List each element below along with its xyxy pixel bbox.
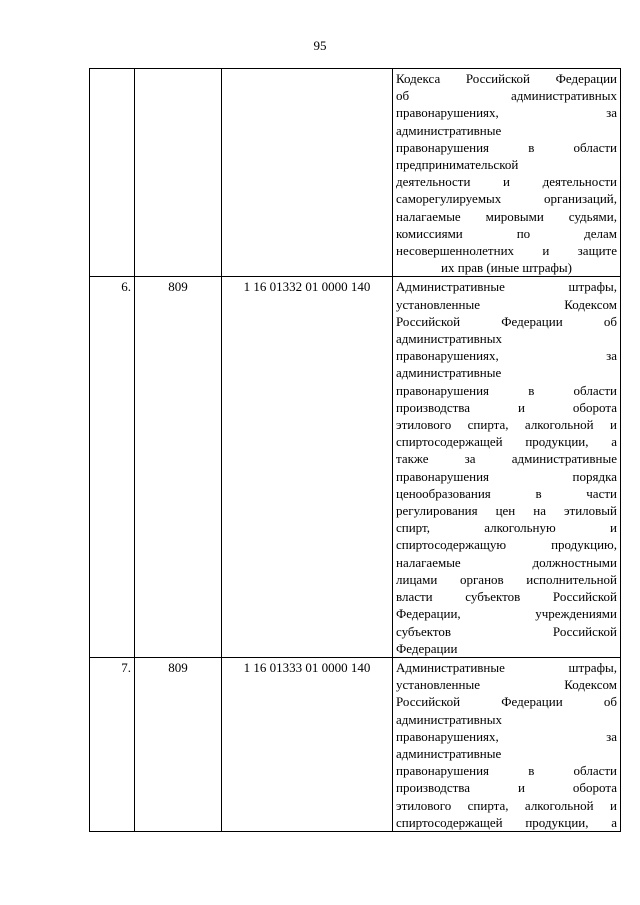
description-line: правонарушениях, за	[396, 348, 617, 364]
description-line: административные	[396, 745, 502, 761]
description-line: субъектов Российской	[396, 623, 617, 639]
description-line: правонарушениях, за	[396, 728, 617, 744]
description-line: Кодекса Российской Федерации	[396, 71, 617, 86]
description-line: Федерации, учреждениями	[396, 606, 617, 622]
budget-classification-code-cell: 1 16 01333 01 0000 140	[222, 657, 393, 831]
row-number-cell: 6.	[90, 277, 135, 657]
description-line: их прав (иные штрафы)	[441, 260, 572, 276]
admin-code-cell: 809	[135, 277, 222, 657]
description-line: производства и оборота	[396, 780, 617, 796]
description-line: этилового спирта, алкогольной и	[396, 417, 617, 433]
description-line: установленные Кодексом	[396, 677, 617, 693]
description-line: административные	[396, 122, 502, 138]
description-cell	[393, 277, 621, 657]
description-line: налагаемые должностными	[396, 554, 617, 570]
description-line: спирт, алкогольную и	[396, 520, 617, 536]
description-line: Административные штрафы,	[396, 279, 617, 295]
description-line: власти субъектов Российской	[396, 589, 617, 605]
description-line: предпринимательской	[396, 157, 519, 173]
description-line: правонарушениях, за	[396, 105, 617, 121]
description-line: Федерации	[396, 640, 458, 656]
description-line: Российской Федерации об	[396, 313, 617, 329]
description-line: правонарушения в области	[396, 763, 617, 779]
description-line: административные	[396, 365, 502, 381]
description-line: правонарушения в области	[396, 139, 617, 155]
table-row	[90, 657, 621, 831]
table-body	[90, 69, 621, 832]
description-line: правонарушения в области	[396, 382, 617, 398]
description-line: административных	[396, 711, 502, 727]
description-line: правонарушения порядка	[396, 468, 617, 484]
admin-code-cell: 809	[135, 657, 222, 831]
description-line: деятельности и деятельности	[396, 174, 617, 190]
description-line: регулирования цен на этиловый	[396, 503, 617, 519]
description-line: саморегулируемых организаций,	[396, 191, 617, 207]
description-line: установленные Кодексом	[396, 296, 617, 312]
row-number-cell: 7.	[90, 657, 135, 831]
description-line: этилового спирта, алкогольной и	[396, 797, 617, 813]
description-line: Российской Федерации об	[396, 694, 617, 710]
description-line: комиссиями по делам	[396, 225, 617, 241]
row-number-cell	[90, 69, 135, 277]
description-line: несовершеннолетних и защите	[396, 243, 617, 259]
admin-code-cell	[135, 69, 222, 277]
description-cell	[393, 69, 621, 277]
budget-classification-code-cell: 1 16 01332 01 0000 140	[222, 277, 393, 657]
description-line: спиртосодержащей продукции, а	[396, 434, 617, 450]
description-line: производства и оборота	[396, 399, 617, 415]
description-line: Административные штрафы,	[396, 659, 617, 675]
table-row	[90, 69, 621, 277]
description-line: ценообразования в части	[396, 485, 617, 501]
description-cell	[393, 657, 621, 831]
table-row	[90, 277, 621, 657]
description-line: спиртосодержащей продукции, а	[396, 814, 617, 830]
description-line: об административных	[396, 88, 617, 104]
description-line: налагаемые мировыми судьями,	[396, 208, 617, 224]
description-line: спиртосодержащую продукцию,	[396, 537, 617, 553]
budget-classification-code-cell	[222, 69, 393, 277]
description-line: административных	[396, 331, 502, 347]
page-number: 95	[313, 38, 327, 53]
budget-code-table	[89, 68, 621, 832]
description-line: лицами органов исполнительной	[396, 571, 617, 587]
description-line: также за административные	[396, 451, 617, 467]
